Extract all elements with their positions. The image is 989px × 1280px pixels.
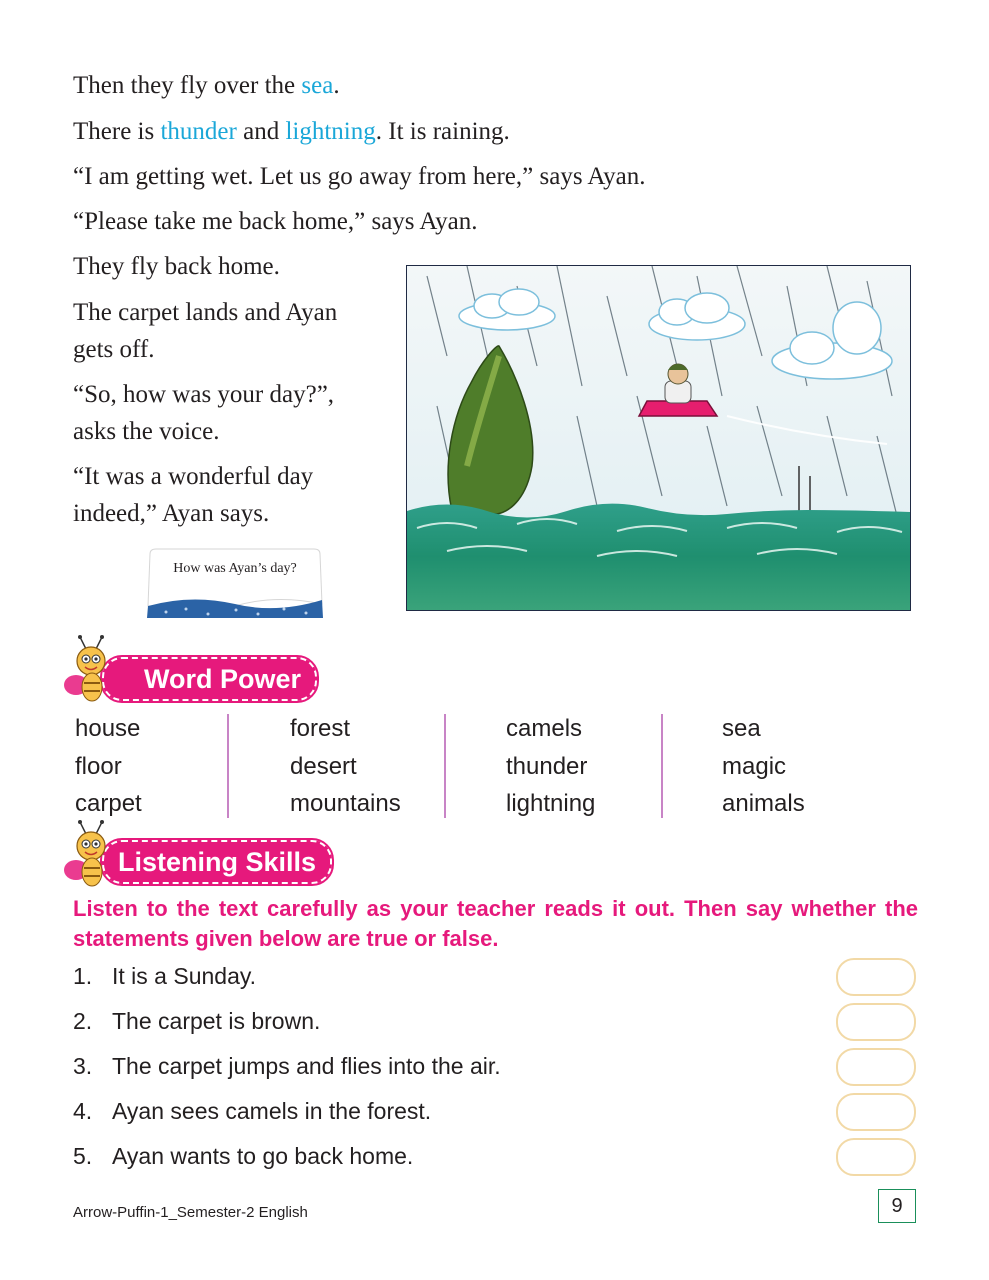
column-divider (444, 714, 446, 818)
word-house: house (75, 715, 141, 742)
word-magic: magic (722, 752, 787, 780)
word-animals: animals (722, 790, 805, 817)
word-camels: camels (506, 715, 583, 742)
story-line-wet: “I am getting wet. Let us go away from here,” says Ayan. (73, 163, 646, 190)
statement-number: 2. (73, 1008, 93, 1034)
storm-sea-illustration (407, 266, 910, 610)
bee-mascot-icon (62, 820, 122, 890)
story-illustration (406, 265, 911, 611)
word-thunder: thunder (506, 752, 588, 780)
statement-4 (73, 1096, 431, 1126)
word-floor: floor (75, 752, 122, 780)
word-power-column-4 (722, 710, 805, 823)
word-power-header (62, 635, 312, 694)
answer-box-5[interactable] (836, 1138, 916, 1176)
column-divider (661, 714, 663, 818)
story-line-take-home: “Please take me back home,” says Ayan. (73, 208, 478, 235)
story-line-wonderful-1: “It was a wonderful day (73, 463, 314, 490)
word-lightning: lightning (506, 790, 596, 817)
listening-instructions: Listen to the text carefully as your teacher reads it out. Then say whether the statements given below are true or false. (73, 896, 918, 951)
statement-text: The carpet is brown. (112, 1008, 321, 1034)
highlight-word-sea: sea (301, 72, 334, 99)
story-line-sea: Then they fly over the sea. (73, 72, 340, 99)
word-mountains: mountains (290, 790, 401, 817)
statement-number: 3. (73, 1053, 93, 1079)
statement-number: 1. (73, 963, 93, 989)
statement-2 (73, 1006, 320, 1036)
answer-box-4[interactable] (836, 1093, 916, 1131)
statement-number: 5. (73, 1143, 93, 1169)
story-line-thunder: There is thunder and lightning. It is raining. (73, 118, 510, 145)
statement-5 (73, 1141, 413, 1171)
answer-box-1[interactable] (836, 958, 916, 996)
highlight-word-lightning: lightning (285, 118, 376, 145)
sea-waves (407, 504, 910, 610)
answer-box-2[interactable] (836, 1003, 916, 1041)
statement-1 (73, 961, 256, 991)
listening-skills-title: Listening Skills (102, 840, 332, 884)
answer-box-3[interactable] (836, 1048, 916, 1086)
word-sea: sea (722, 715, 761, 742)
question-tag-text: How was Ayan’s day? (173, 561, 297, 576)
statement-3 (73, 1051, 501, 1081)
story-line-fly-back: They fly back home. (73, 253, 280, 280)
statement-text: Ayan wants to go back home. (112, 1143, 414, 1169)
word-power-column-1 (75, 710, 142, 823)
statement-text: The carpet jumps and flies into the air. (112, 1053, 501, 1079)
story-line-voice-1: “So, how was your day?”, (73, 381, 335, 408)
word-power-title: Word Power (102, 657, 317, 701)
word-power-column-3 (506, 710, 595, 823)
highlight-word-thunder: thunder (160, 118, 237, 145)
question-tag (146, 548, 324, 620)
statement-text: Ayan sees camels in the forest. (112, 1098, 432, 1124)
story-line-lands-2: gets off. (73, 336, 155, 363)
word-forest: forest (290, 715, 351, 742)
word-carpet: carpet (75, 790, 142, 817)
page-number: 9 (878, 1189, 916, 1223)
column-divider (227, 714, 229, 818)
story-line-lands-1: The carpet lands and Ayan (73, 299, 338, 326)
story-line-wonderful-2: indeed,” Ayan says. (73, 500, 270, 527)
word-desert: desert (290, 752, 357, 780)
listening-skills-header (62, 820, 342, 877)
book-title-footer: Arrow-Puffin-1_Semester-2 English (73, 1204, 308, 1221)
word-power-column-2 (290, 710, 401, 823)
bee-mascot-icon (62, 635, 122, 705)
question-tag-shape (146, 548, 324, 620)
statement-text: It is a Sunday. (112, 963, 257, 989)
story-line-voice-2: asks the voice. (73, 418, 220, 445)
statement-number: 4. (73, 1098, 93, 1124)
